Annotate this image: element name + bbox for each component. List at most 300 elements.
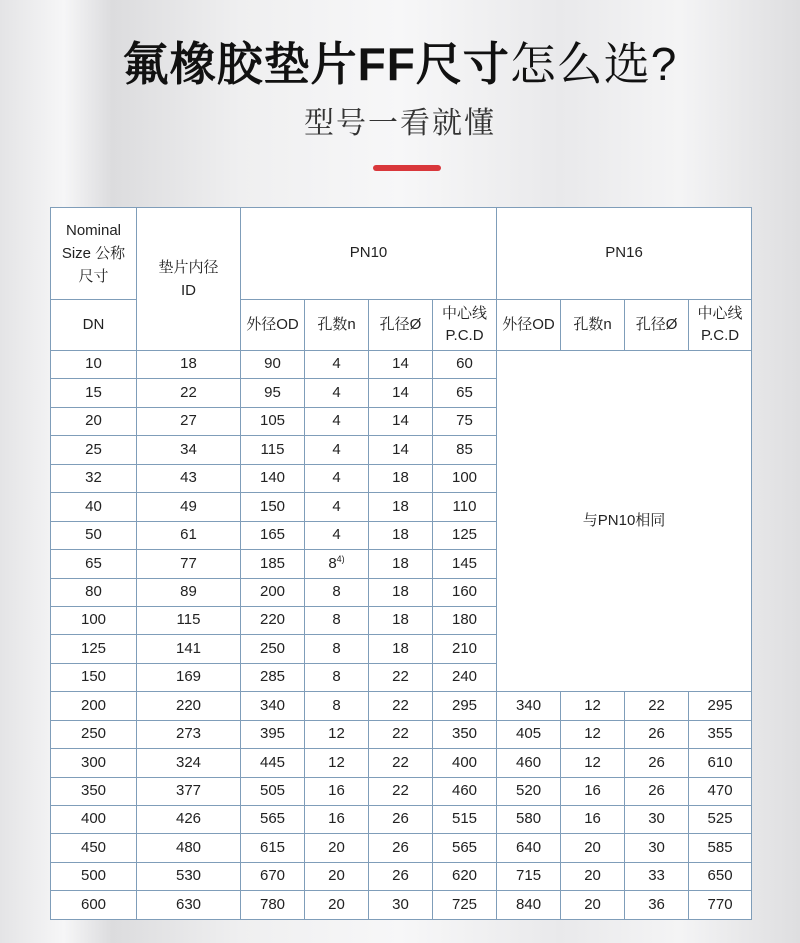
cell-value: 8 (332, 582, 341, 600)
table-cell (369, 436, 433, 464)
table-cell (689, 862, 752, 890)
table-cell (51, 891, 137, 919)
table-cell (51, 379, 137, 407)
cell-value: 33 (648, 867, 665, 885)
cell-value: 12 (328, 725, 345, 743)
cell-value: 12 (328, 753, 345, 771)
table-cell (433, 692, 497, 720)
table-cell (369, 891, 433, 919)
table-cell (305, 436, 369, 464)
cell-value: 585 (707, 838, 733, 856)
table-cell (51, 806, 137, 834)
table-cell (369, 862, 433, 890)
table-cell (369, 834, 433, 862)
cell-value: 460 (516, 753, 542, 771)
cell-value: 18 (392, 639, 409, 657)
table-cell (137, 891, 241, 919)
cell-value: 725 (452, 895, 478, 913)
cell-value: 20 (584, 895, 601, 913)
table-cell (433, 578, 497, 606)
table-cell (305, 720, 369, 748)
cell-value: 200 (80, 696, 107, 714)
table-cell (51, 692, 137, 720)
cell-value: 8 (328, 555, 337, 573)
table-cell (369, 493, 433, 521)
table-cell (369, 777, 433, 805)
cell-value: 8 (332, 639, 341, 657)
table-cell (137, 806, 241, 834)
cell-value: 32 (85, 469, 102, 487)
table-cell (369, 351, 433, 379)
table-cell (497, 891, 561, 919)
sub-header-pn16: 孔数n (561, 300, 625, 351)
cell-value: 445 (259, 753, 286, 771)
cell-value: 15 (85, 383, 102, 401)
table-cell (241, 663, 305, 691)
table-cell (305, 891, 369, 919)
sub-header-pn16: 中心线 P.C.D (689, 300, 752, 351)
sub-header-pn16: 外径OD (497, 300, 561, 351)
cell-value: 26 (648, 782, 665, 800)
cell-value: 4 (332, 497, 341, 515)
cell-value: 160 (452, 582, 478, 600)
table-cell (625, 862, 689, 890)
cell-value: 220 (259, 611, 286, 629)
cell-value: 105 (259, 412, 286, 430)
cell-value: 20 (328, 838, 345, 856)
cell-value: 530 (175, 867, 202, 885)
cell-value: 50 (85, 526, 102, 544)
table-cell (561, 862, 625, 890)
table-row (51, 720, 752, 748)
cell-value: 340 (516, 696, 542, 714)
table-row (51, 806, 752, 834)
table-cell (433, 379, 497, 407)
cell-value: 125 (80, 639, 107, 657)
table-cell (369, 578, 433, 606)
table-cell (241, 493, 305, 521)
table-cell (369, 806, 433, 834)
accent-divider (373, 165, 441, 171)
table-cell (561, 834, 625, 862)
cell-value: 450 (80, 838, 107, 856)
table-cell (625, 891, 689, 919)
cell-value: 110 (452, 497, 477, 515)
table-cell (51, 493, 137, 521)
cell-value: 377 (175, 782, 202, 800)
cell-value: 640 (516, 838, 542, 856)
cell-value: 500 (80, 867, 107, 885)
cell-value: 8 (332, 668, 341, 686)
table-cell (241, 720, 305, 748)
table-cell (51, 351, 137, 379)
table-cell (51, 407, 137, 435)
table-cell (433, 749, 497, 777)
cell-value: 34 (180, 440, 197, 458)
sub-header-pn10: 外径OD (241, 300, 305, 351)
table-cell (241, 578, 305, 606)
table-cell (305, 521, 369, 549)
cell-value: 85 (456, 440, 473, 458)
table-cell (305, 862, 369, 890)
cell-value: 8 (332, 696, 341, 714)
cell-value: 14 (392, 440, 409, 458)
title-light: 怎么选? (509, 38, 678, 90)
table-cell (561, 777, 625, 805)
table-cell (497, 692, 561, 720)
cell-value: 60 (456, 355, 473, 373)
cell-value: 75 (456, 412, 473, 430)
table-cell (241, 891, 305, 919)
table-cell (241, 862, 305, 890)
cell-value: 14 (392, 412, 409, 430)
table-cell (241, 379, 305, 407)
cell-value: 4 (332, 440, 341, 458)
cell-value: 95 (264, 383, 281, 401)
table-cell (625, 834, 689, 862)
cell-value: 780 (259, 895, 286, 913)
cell-value: 80 (85, 582, 102, 600)
cell-value: 400 (452, 753, 478, 771)
table-cell (433, 834, 497, 862)
table-cell (137, 550, 241, 578)
cell-value: 22 (392, 725, 409, 743)
table-cell (433, 493, 497, 521)
cell-value: 18 (392, 582, 409, 600)
table-cell (433, 351, 497, 379)
table-cell (369, 692, 433, 720)
cell-value: 90 (264, 355, 281, 373)
cell-value: 115 (260, 440, 285, 458)
cell-value: 340 (259, 696, 286, 714)
cell-value: 520 (516, 782, 542, 800)
table-cell (137, 834, 241, 862)
cell-value: 27 (180, 412, 197, 430)
cell-value: 580 (516, 810, 542, 828)
cell-value: 525 (707, 810, 733, 828)
cell-value: 650 (707, 867, 733, 885)
table-row (51, 692, 752, 720)
cell-value: 16 (328, 810, 345, 828)
table-cell (497, 749, 561, 777)
table-row (51, 862, 752, 890)
cell-value: 4 (332, 469, 341, 487)
table-cell (497, 834, 561, 862)
table-cell (689, 720, 752, 748)
cell-value: 77 (180, 554, 197, 572)
table-cell (433, 550, 497, 578)
cell-value: 18 (392, 497, 409, 515)
table-cell (433, 862, 497, 890)
table-cell (137, 436, 241, 464)
table-cell (625, 720, 689, 748)
table-cell (433, 891, 497, 919)
table-cell (305, 407, 369, 435)
table-cell (137, 578, 241, 606)
cell-value: 65 (456, 383, 473, 401)
table-cell (689, 806, 752, 834)
cell-value: 12 (584, 753, 601, 771)
cell-value: 200 (259, 582, 286, 600)
table-cell (51, 663, 137, 691)
cell-value: 185 (259, 554, 286, 572)
cell-value: 615 (259, 838, 286, 856)
cell-value: 18 (392, 611, 409, 629)
cell-value: 100 (452, 469, 478, 487)
cell-value: 565 (452, 838, 478, 856)
cell-value: 125 (452, 526, 478, 544)
cell-value: 22 (392, 668, 409, 686)
sub-header-pn16: 孔径Ø (625, 300, 689, 351)
cell-value: 36 (648, 895, 665, 913)
table-cell (625, 777, 689, 805)
cell-value: 12 (584, 725, 601, 743)
table-cell (241, 351, 305, 379)
table-cell (625, 692, 689, 720)
cell-value: 26 (392, 838, 409, 856)
table-cell (433, 521, 497, 549)
cell-value: 273 (175, 725, 202, 743)
cell-value: 49 (180, 497, 197, 515)
table-cell (305, 777, 369, 805)
gasket-size-table (50, 207, 752, 920)
cell-value: 240 (452, 668, 478, 686)
table-cell (137, 749, 241, 777)
table-cell (241, 777, 305, 805)
table-cell (305, 550, 369, 578)
table-cell (433, 635, 497, 663)
table-cell (561, 720, 625, 748)
cell-value: 18 (392, 526, 409, 544)
cell-value: 115 (176, 611, 201, 629)
cell-value: 770 (707, 895, 733, 913)
cell-value: 210 (452, 639, 478, 657)
cell-value: 10 (85, 355, 102, 373)
table-cell (305, 493, 369, 521)
table-cell (241, 635, 305, 663)
cell-value: 20 (584, 867, 601, 885)
table-cell (137, 692, 241, 720)
table-cell (305, 806, 369, 834)
table-cell (305, 379, 369, 407)
cell-value: 4 (332, 412, 341, 430)
cell-value: 30 (648, 838, 665, 856)
id-header: 垫片内径 ID (137, 208, 241, 351)
cell-value: 16 (328, 782, 345, 800)
table-cell (689, 891, 752, 919)
table-cell (51, 635, 137, 663)
table-cell (305, 635, 369, 663)
cell-value: 250 (259, 639, 286, 657)
cell-value: 26 (392, 867, 409, 885)
table-cell (51, 464, 137, 492)
cell-value: 610 (707, 753, 733, 771)
cell-value: 12 (584, 696, 601, 714)
table-cell (305, 464, 369, 492)
table-row (51, 351, 752, 379)
cell-value: 100 (80, 611, 107, 629)
cell-value: 30 (392, 895, 409, 913)
table-cell (137, 663, 241, 691)
cell-value: 4 (332, 383, 341, 401)
table-cell (433, 436, 497, 464)
table-cell (369, 407, 433, 435)
cell-value: 26 (648, 725, 665, 743)
table-cell (241, 407, 305, 435)
table-cell (369, 720, 433, 748)
nominal-size-header: Nominal Size 公称尺寸 (51, 208, 137, 300)
table-row (51, 891, 752, 919)
table-cell (241, 550, 305, 578)
table-cell (51, 521, 137, 549)
table-row (51, 834, 752, 862)
table-cell (51, 749, 137, 777)
cell-value: 350 (80, 782, 107, 800)
table-cell (497, 720, 561, 748)
cell-value: 20 (328, 867, 345, 885)
table-row (51, 749, 752, 777)
cell-value: 16 (584, 810, 601, 828)
table-cell (137, 521, 241, 549)
table-cell (137, 720, 241, 748)
cell-value: 565 (259, 810, 286, 828)
cell-value: 840 (516, 895, 542, 913)
table-cell (137, 777, 241, 805)
table-cell (561, 749, 625, 777)
title-bold: 氟橡胶垫片FF尺寸 (122, 38, 510, 90)
table-cell (369, 606, 433, 634)
cell-value: 43 (180, 469, 197, 487)
cell-value: 16 (584, 782, 601, 800)
table-cell (689, 749, 752, 777)
cell-value: 460 (452, 782, 478, 800)
table-cell (689, 692, 752, 720)
table-cell (561, 891, 625, 919)
cell-value: 140 (259, 469, 286, 487)
table-cell (433, 720, 497, 748)
table-cell (689, 834, 752, 862)
cell-value: 405 (516, 725, 542, 743)
cell-value: 670 (259, 867, 286, 885)
cell-value: 14 (392, 355, 409, 373)
table-cell (51, 436, 137, 464)
pn16-header: PN16 (497, 208, 752, 300)
cell-value: 141 (175, 639, 202, 657)
cell-value: 505 (259, 782, 286, 800)
cell-value: 14 (392, 383, 409, 401)
cell-value: 145 (452, 554, 478, 572)
table-cell (51, 777, 137, 805)
table-cell (241, 464, 305, 492)
table-cell (137, 351, 241, 379)
table-cell (689, 777, 752, 805)
cell-value: 295 (452, 696, 478, 714)
cell-value: 150 (80, 668, 107, 686)
table-cell (369, 749, 433, 777)
table-cell (51, 578, 137, 606)
cell-value: 395 (259, 725, 286, 743)
table-cell (241, 692, 305, 720)
cell-value: 426 (175, 810, 202, 828)
table-cell (137, 606, 241, 634)
cell-value: 61 (180, 526, 197, 544)
table-cell (137, 635, 241, 663)
table-cell (433, 806, 497, 834)
table-cell (369, 521, 433, 549)
table-cell (369, 635, 433, 663)
table-cell (137, 379, 241, 407)
table-cell (305, 663, 369, 691)
cell-value: 26 (648, 753, 665, 771)
cell-value: 220 (175, 696, 202, 714)
table-cell (497, 806, 561, 834)
table-cell (497, 777, 561, 805)
table-cell (433, 407, 497, 435)
cell-value: 22 (392, 782, 409, 800)
cell-value: 620 (452, 867, 478, 885)
cell-value: 40 (85, 497, 102, 515)
cell-value: 22 (392, 753, 409, 771)
table-cell (433, 777, 497, 805)
cell-value: 30 (648, 810, 665, 828)
cell-value: 20 (328, 895, 345, 913)
cell-value: 20 (85, 412, 102, 430)
cell-value: 18 (392, 469, 409, 487)
cell-value: 18 (392, 554, 409, 572)
dn-header: DN (51, 300, 137, 351)
table-cell (369, 663, 433, 691)
cell-value: 20 (584, 838, 601, 856)
table-cell (51, 606, 137, 634)
table-cell (51, 834, 137, 862)
cell-value: 165 (259, 526, 286, 544)
footnote-mark: 4) (336, 554, 345, 565)
cell-value: 715 (516, 867, 542, 885)
cell-value: 324 (175, 753, 202, 771)
table-cell (305, 606, 369, 634)
table-cell (625, 749, 689, 777)
cell-value: 22 (648, 696, 665, 714)
table-cell (305, 834, 369, 862)
table-cell (51, 550, 137, 578)
table-cell (137, 493, 241, 521)
table-cell (137, 407, 241, 435)
table-cell (137, 464, 241, 492)
sub-header-pn10: 孔数n (305, 300, 369, 351)
table-cell (369, 550, 433, 578)
table-cell (241, 749, 305, 777)
table-cell (51, 862, 137, 890)
cell-value: 65 (85, 554, 102, 572)
cell-value: 169 (175, 668, 202, 686)
cell-value: 470 (707, 782, 733, 800)
cell-value: 295 (707, 696, 733, 714)
cell-value: 4 (332, 526, 341, 544)
table-row (51, 777, 752, 805)
table-cell (51, 720, 137, 748)
table-cell (241, 806, 305, 834)
table-cell (305, 692, 369, 720)
table-cell (625, 806, 689, 834)
cell-value: 350 (452, 725, 478, 743)
cell-value: 600 (80, 895, 107, 913)
cell-value: 22 (180, 383, 197, 401)
cell-value: 630 (175, 895, 202, 913)
table-cell (305, 578, 369, 606)
sub-header-pn10: 孔径Ø (369, 300, 433, 351)
cell-value: 300 (80, 753, 107, 771)
table-cell (561, 806, 625, 834)
